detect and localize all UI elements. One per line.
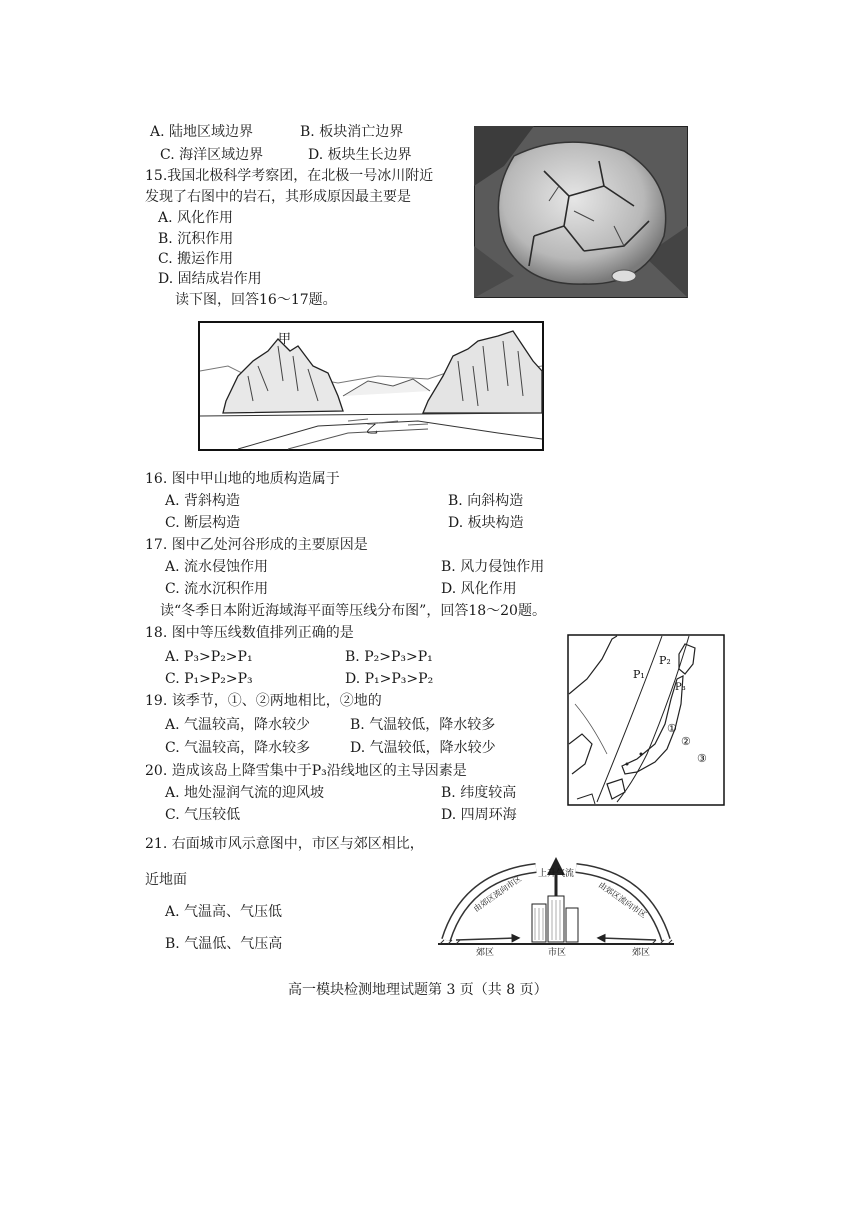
q14-option-a: A. 陆地区域边界 (150, 124, 254, 140)
left-flow-label: 由郊区流向市区 (471, 874, 524, 914)
label-p3: P₃ (675, 682, 686, 693)
q15-option-d: D. 固结成岩作用 (158, 271, 262, 287)
q19-option-a: A. 气温较高，降水较少 (165, 717, 311, 733)
q15-stem-line1: 15.我国北极科学考察团，在北极一号冰川附近 (145, 168, 434, 184)
q17-option-c: C. 流水沉积作用 (165, 581, 269, 597)
landscape-figure (198, 321, 544, 451)
japan-isobar-map (567, 634, 725, 806)
q19-option-b: B. 气温较低，降水较多 (350, 717, 496, 733)
q21-stem: 21. 右面城市风示意图中，市区与郊区相比， (145, 836, 424, 852)
q21-stem-continued: 近地面 (145, 872, 187, 888)
intro-16-17: 读下图，回答16～17题。 (175, 292, 337, 308)
q18-stem: 18. 图中等压线数值排列正确的是 (145, 625, 354, 641)
q15-option-a: A. 风化作用 (158, 210, 234, 226)
label-p1: P₁ (633, 668, 645, 681)
q18-option-a: A. P₃>P₂>P₁ (165, 649, 253, 665)
q20-option-b: B. 纬度较高 (441, 785, 517, 801)
q17-option-b: B. 风力侵蚀作用 (441, 559, 545, 575)
q20-option-d: D. 四周环海 (441, 807, 517, 823)
city-label: 市区 (548, 948, 567, 956)
q18-option-d: D. P₁>P₃>P₂ (345, 671, 434, 687)
city-wind-diagram (436, 856, 676, 956)
label-point-2: ② (681, 735, 691, 748)
page-footer: 高一模块检测地理试题第 3 页（共 8 页） (288, 982, 548, 998)
q15-stem-line2: 发现了右图中的岩石，其形成原因最主要是 (145, 189, 411, 205)
q17-option-d: D. 风化作用 (441, 581, 517, 597)
q20-stem: 20. 造成该岛上降雪集中于P₃沿线地区的主导因素是 (145, 763, 467, 779)
q21-option-b: B. 气温低、气压高 (165, 936, 283, 952)
label-yi: 乙 (366, 422, 379, 436)
q19-stem: 19. 该季节，①、②两地相比，②地的 (145, 693, 382, 709)
label-point-3: ③ (697, 752, 707, 765)
q16-option-a: A. 背斜构造 (165, 493, 241, 509)
suburb-left-label: 郊区 (476, 948, 495, 956)
q16-stem: 16. 图中甲山地的地质构造属于 (145, 471, 340, 487)
rock-photo (474, 126, 688, 298)
suburb-right-label: 郊区 (632, 948, 651, 956)
q19-option-c: C. 气温较高，降水较多 (165, 740, 311, 756)
intro-18-20: 读“冬季日本附近海域海平面等压线分布图”，回答18～20题。 (160, 603, 546, 619)
q20-option-c: C. 气压较低 (165, 807, 241, 823)
q14-option-d: D. 板块生长边界 (308, 147, 412, 163)
q19-option-d: D. 气温较低，降水较少 (350, 740, 496, 756)
q18-option-c: C. P₁>P₂>P₃ (165, 671, 253, 687)
label-p2: P₂ (659, 654, 671, 667)
q18-option-b: B. P₂>P₃>P₁ (345, 649, 433, 665)
q15-option-b: B. 沉积作用 (158, 231, 234, 247)
q16-option-c: C. 断层构造 (165, 515, 241, 531)
q20-option-a: A. 地处湿润气流的迎风坡 (165, 785, 325, 801)
q17-stem: 17. 图中乙处河谷形成的主要原因是 (145, 537, 368, 553)
label-jia: 甲 (278, 332, 292, 347)
q16-option-d: D. 板块构造 (448, 515, 524, 531)
right-flow-label: 由郊区流向市区 (596, 880, 648, 920)
q17-option-a: A. 流水侵蚀作用 (165, 559, 269, 575)
label-point-1: ① (667, 722, 677, 735)
q14-option-c: C. 海洋区域边界 (160, 147, 264, 163)
q15-option-c: C. 搬运作用 (158, 251, 234, 267)
q16-option-b: B. 向斜构造 (448, 493, 524, 509)
q21-option-a: A. 气温高、气压低 (165, 904, 283, 920)
rising-air-label: 上升气流 (537, 869, 575, 879)
q14-option-b: B. 板块消亡边界 (300, 124, 404, 140)
